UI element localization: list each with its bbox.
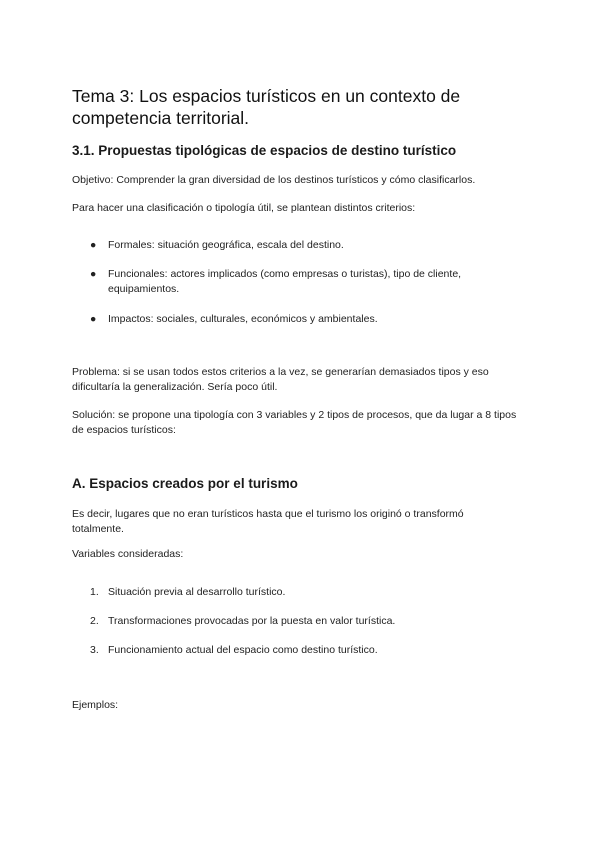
criteria-bullet-list — [72, 238, 532, 338]
list-item-text: Transformaciones provocadas por la puesta en valor turística. — [108, 615, 396, 627]
list-item-text: Funcionamiento actual del espacio como destino turístico. — [108, 644, 378, 656]
list-item-text: Formales: situación geográfica, escala del destino. — [108, 239, 344, 251]
section-heading-3-1: 3.1. Propuestas tipológicas de espacios de destino turístico — [72, 143, 457, 158]
definition-paragraph: Es decir, lugares que no eran turísticos hasta que el turismo los originó o transformó totalmente. — [72, 508, 464, 535]
solution-paragraph: Solución: se propone una tipología con 3 variables y 2 tipos de procesos, que da lugar a 8 tipos de espacios turísticos: — [72, 409, 517, 436]
bullet-icon: ● — [90, 239, 97, 251]
list-number: 2. — [90, 615, 99, 627]
list-item-text: Funcionales: actores implicados (como empresas o turistas), tipo de cliente, equipamientos. — [108, 268, 462, 295]
list-item-text: Situación previa al desarrollo turístico. — [108, 586, 286, 598]
variables-label: Variables consideradas: — [72, 548, 184, 560]
problem-paragraph: Problema: si se usan todos estos criterios a la vez, se generarían demasiados tipos y eso dificultaría la generalización. Sería poco útil. — [72, 366, 489, 393]
bullet-icon: ● — [90, 313, 97, 325]
list-item-text: Impactos: sociales, culturales, económicos y ambientales. — [108, 313, 378, 325]
examples-label: Ejemplos: — [72, 699, 119, 711]
list-number: 1. — [90, 586, 99, 598]
objective-paragraph: Objetivo: Comprender la gran diversidad de los destinos turísticos y cómo clasificarlos. — [72, 174, 476, 186]
criteria-intro-paragraph: Para hacer una clasificación o tipología útil, se plantean distintos criterios: — [72, 202, 416, 214]
section-heading-a: A. Espacios creados por el turismo — [72, 476, 298, 491]
bullet-icon: ● — [90, 268, 97, 280]
page-title: Tema 3: Los espacios turísticos en un contexto de competencia territorial. — [72, 86, 461, 128]
variables-numbered-list — [72, 585, 532, 665]
list-number: 3. — [90, 644, 99, 656]
